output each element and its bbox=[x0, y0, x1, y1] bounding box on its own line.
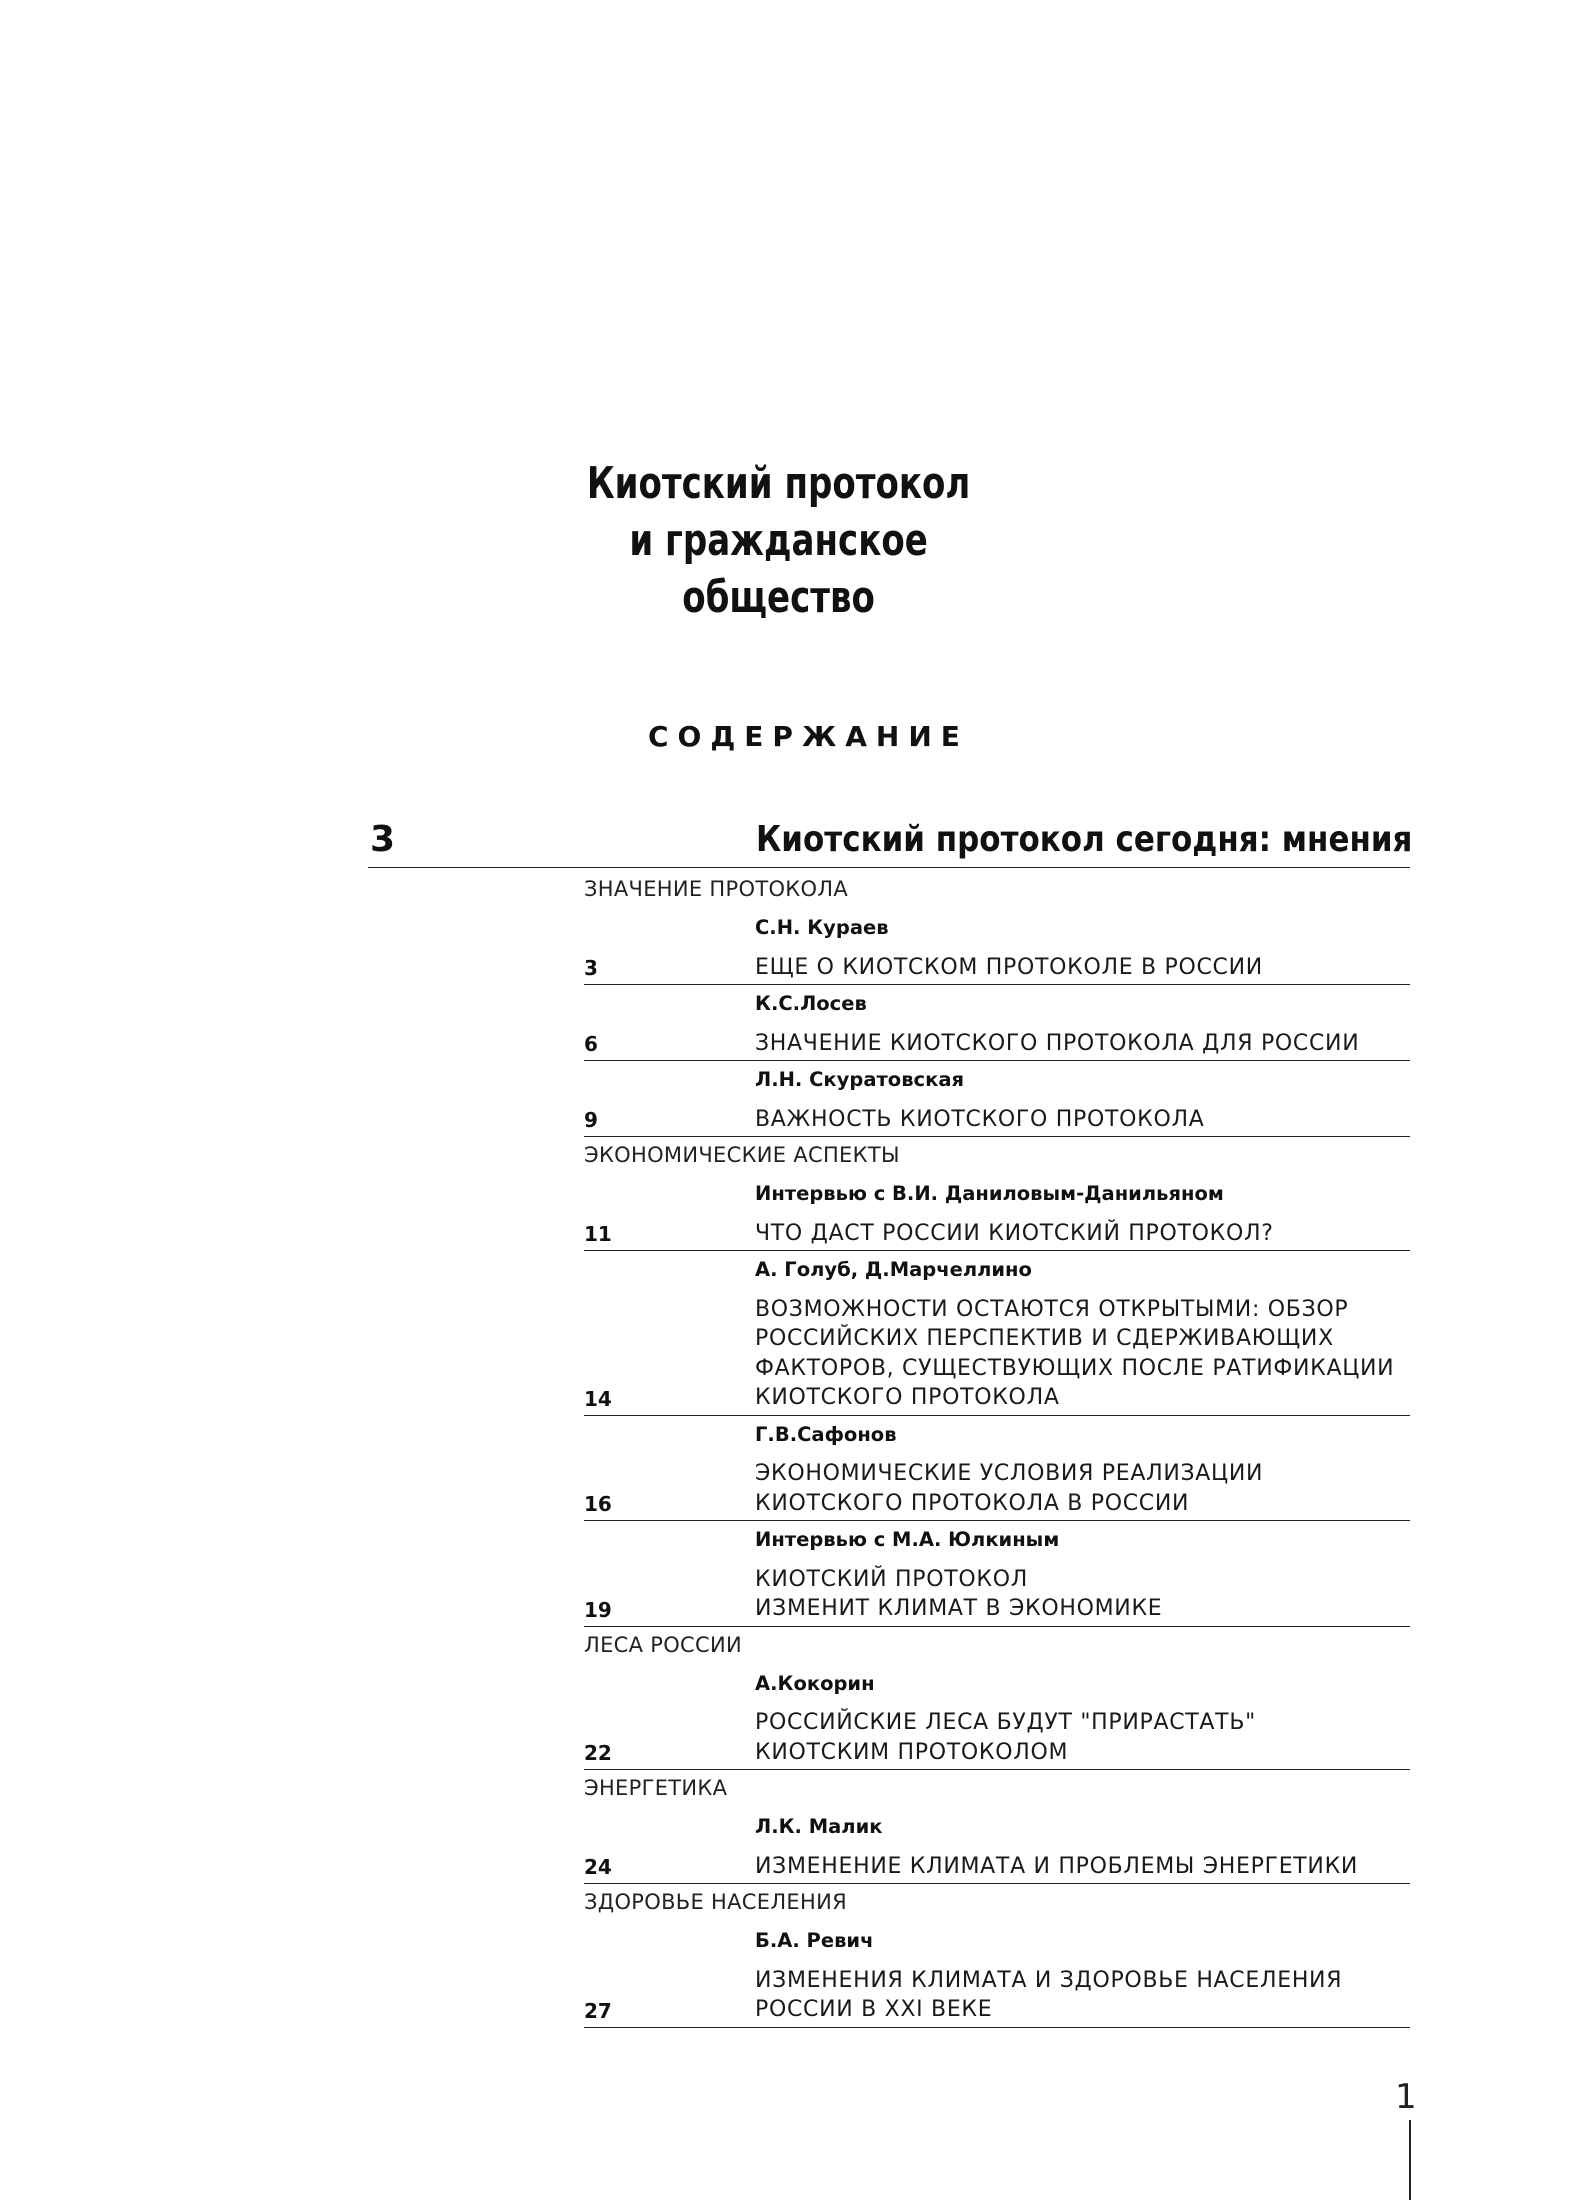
section-page-number: 3 bbox=[370, 819, 396, 860]
toc-entry-title: ВАЖНОСТЬ КИОТСКОГО ПРОТОКОЛА bbox=[755, 1106, 1205, 1132]
toc-entry-author: А.Кокорин bbox=[755, 1671, 875, 1695]
toc-entry-author: С.Н. Кураев bbox=[755, 916, 889, 939]
toc-entry[interactable] bbox=[584, 1415, 1410, 1522]
toc-entry[interactable] bbox=[584, 1807, 1410, 1884]
title-line-3: общество bbox=[682, 572, 875, 623]
page-number: 1 bbox=[1395, 2077, 1417, 2117]
toc-entry-title: КИОТСКИЙ ПРОТОКОЛ ИЗМЕНИТ КЛИМАТ В ЭКОНОМИКЕ bbox=[755, 1566, 1163, 1621]
toc-entry[interactable] bbox=[584, 1250, 1410, 1416]
section-title: Киотский протокол сегодня: мнения bbox=[756, 819, 1413, 860]
toc-category: ЭНЕРГЕТИКА bbox=[584, 1776, 728, 1800]
publication-title bbox=[109, 455, 1449, 626]
toc-entry-page: 6 bbox=[584, 1032, 598, 1056]
toc-entry-page: 19 bbox=[584, 1597, 612, 1622]
toc-entry-page: 24 bbox=[584, 1855, 612, 1879]
toc-category: ЗДОРОВЬЕ НАСЕЛЕНИЯ bbox=[584, 1890, 847, 1914]
toc-entry-title: РОССИЙСКИЕ ЛЕСА БУДУТ "ПРИРАСТАТЬ" КИОТСКИМ ПРОТОКОЛОМ bbox=[755, 1710, 1256, 1765]
toc-entry-title: ВОЗМОЖНОСТИ ОСТАЮТСЯ ОТКРЫТЫМИ: ОБЗОР РОССИЙСКИХ ПЕРСПЕКТИВ И СДЕРЖИВАЮЩИХ ФАКТОРОВ, СУЩЕСТВУЮЩИХ ПОСЛЕ РАТИФИКАЦИИ КИОТСКОГО ПРОТОКОЛА bbox=[755, 1296, 1395, 1410]
title-line-2: и гражданское bbox=[629, 515, 928, 566]
toc-entry-title: ЕЩЕ О КИОТСКОМ ПРОТОКОЛЕ В РОССИИ bbox=[755, 954, 1263, 980]
toc-entry[interactable] bbox=[584, 908, 1410, 985]
toc-entry-author: Л.Н. Скуратовская bbox=[755, 1068, 965, 1091]
toc-entry-page: 27 bbox=[584, 1998, 612, 2023]
contents-heading: СОДЕРЖАНИЕ bbox=[648, 720, 969, 753]
toc-entry-page: 9 bbox=[584, 1108, 598, 1132]
toc-entry-title: ЭКОНОМИЧЕСКИЕ УСЛОВИЯ РЕАЛИЗАЦИИ КИОТСКОГО ПРОТОКОЛА В РОССИИ bbox=[755, 1461, 1264, 1516]
toc-entry-author: Б.А. Ревич bbox=[755, 1929, 874, 1952]
section-header bbox=[368, 815, 1413, 868]
toc-entry-author: К.С.Лосев bbox=[755, 992, 867, 1015]
toc-category: ЭКОНОМИЧЕСКИЕ АСПЕКТЫ bbox=[584, 1143, 900, 1167]
toc-category: ЗНАЧЕНИЕ ПРОТОКОЛА bbox=[584, 877, 849, 901]
toc-entry-title: ЧТО ДАСТ РОССИИ КИОТСКИЙ ПРОТОКОЛ? bbox=[755, 1220, 1274, 1246]
toc-entry-author: Г.В.Сафонов bbox=[755, 1422, 897, 1446]
toc-entry-title: ИЗМЕНЕНИЕ КЛИМАТА И ПРОБЛЕМЫ ЭНЕРГЕТИКИ bbox=[755, 1853, 1359, 1879]
margin-rule bbox=[1409, 2120, 1411, 2200]
toc-entry[interactable] bbox=[584, 1664, 1410, 1771]
toc-entry[interactable] bbox=[584, 1921, 1410, 2028]
toc-entry-page: 3 bbox=[584, 956, 598, 980]
toc-entry[interactable] bbox=[584, 1060, 1410, 1137]
toc-entry-author: А. Голуб, Д.Марчеллино bbox=[755, 1258, 1032, 1281]
toc-entry-page: 14 bbox=[584, 1386, 612, 1411]
toc-entry-author: Л.К. Малик bbox=[755, 1815, 883, 1838]
toc-entry[interactable] bbox=[584, 1520, 1410, 1627]
toc-entry-page: 22 bbox=[584, 1741, 612, 1765]
toc-entry[interactable] bbox=[584, 1174, 1410, 1251]
title-line-1: Киотский протокол bbox=[586, 458, 971, 509]
toc-entry-page: 16 bbox=[584, 1492, 612, 1516]
toc-entry-author: Интервью с М.А. Юлкиным bbox=[755, 1528, 1060, 1551]
toc-entry[interactable] bbox=[584, 984, 1410, 1061]
toc-category: ЛЕСА РОССИИ bbox=[584, 1632, 743, 1657]
toc-entry-page: 11 bbox=[584, 1222, 612, 1246]
toc-entry-title: ЗНАЧЕНИЕ КИОТСКОГО ПРОТОКОЛА ДЛЯ РОССИИ bbox=[755, 1030, 1360, 1056]
toc-entry-author: Интервью с В.И. Даниловым-Данильяном bbox=[755, 1182, 1224, 1205]
toc-entry-title: ИЗМЕНЕНИЯ КЛИМАТА И ЗДОРОВЬЕ НАСЕЛЕНИЯ РОССИИ В XXI ВЕКЕ bbox=[755, 1967, 1343, 2022]
